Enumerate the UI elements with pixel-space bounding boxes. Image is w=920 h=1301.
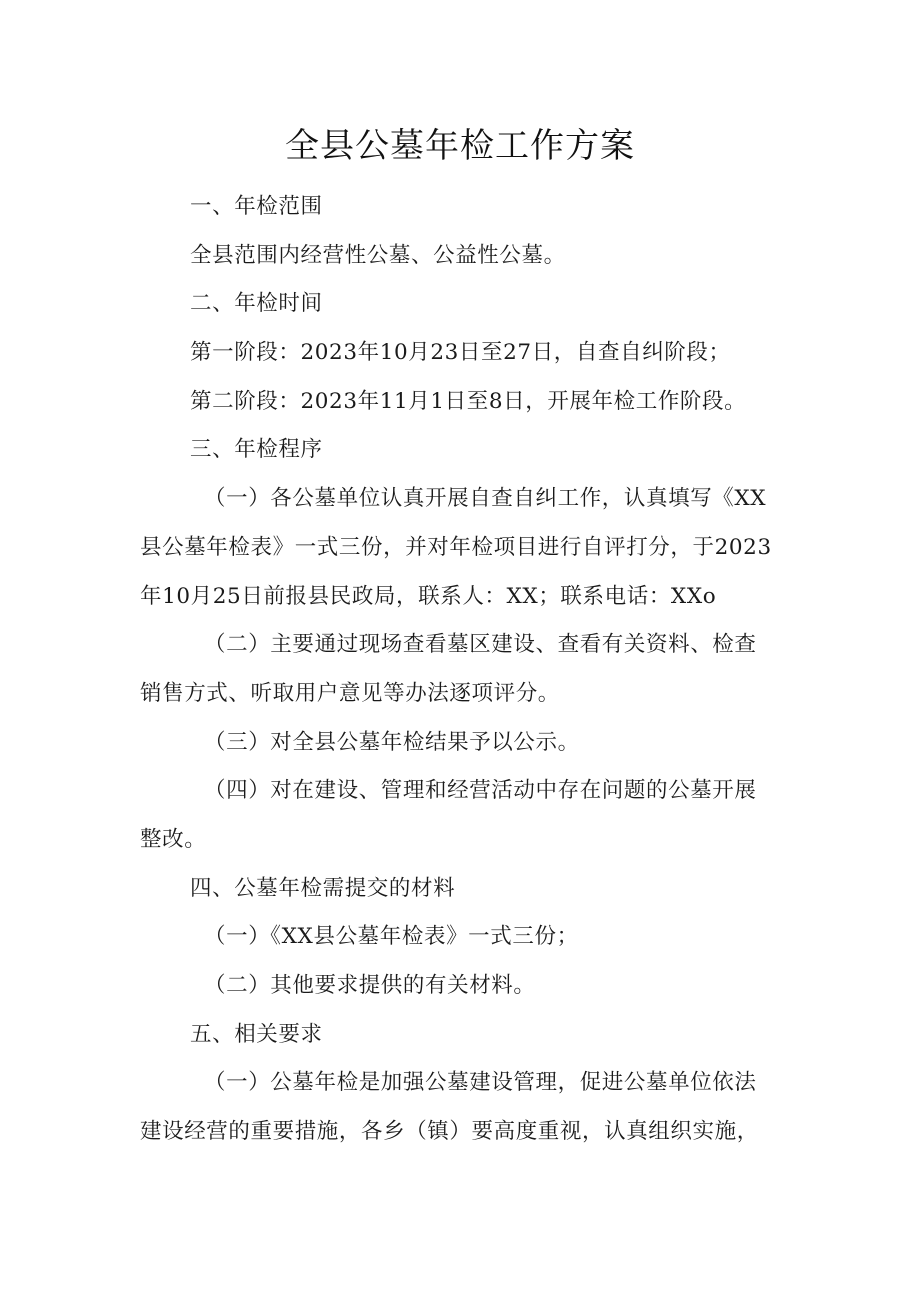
section-heading-procedure: 三、年检程序 — [190, 437, 323, 463]
document-body — [140, 183, 790, 1157]
paragraph-line: 建设经营的重要措施，各乡（镇）要高度重视，认真组织实施， — [140, 1119, 759, 1145]
paragraph-line: （四）对在建设、管理和经营活动中存在问题的公墓开展 — [204, 778, 757, 804]
paragraph-line: 第一阶段：2023年10月23日至27日，自查自纠阶段； — [190, 340, 731, 366]
paragraph-line: 年10月25日前报县民政局，联系人：XX；联系电话：XXo — [140, 583, 717, 609]
paragraph-line: 第二阶段：2023年11月1日至8日，开展年检工作阶段。 — [190, 388, 747, 414]
section-heading-scope: 一、年检范围 — [190, 194, 323, 219]
paragraph-line: （二）主要通过现场查看墓区建设、查看有关资料、检查 — [204, 632, 757, 658]
paragraph-line: 整改。 — [140, 826, 207, 852]
document-title: 全县公墓年检工作方案 — [285, 126, 635, 166]
section-heading-time: 二、年检时间 — [190, 291, 323, 317]
paragraph-line: （一）《XX县公墓年检表》一式三份； — [204, 924, 579, 950]
paragraph-line: 县公墓年检表》一式三份，并对年检项目进行自评打分，于2023 — [140, 534, 772, 560]
paragraph-line: 全县范围内经营性公墓、公益性公墓。 — [190, 242, 566, 268]
paragraph-line: 销售方式、听取用户意见等办法逐项评分。 — [140, 680, 560, 706]
paragraph-line: （三）对全县公墓年检结果予以公示。 — [204, 729, 580, 755]
section-heading-materials: 四、公墓年检需提交的材料 — [190, 875, 456, 901]
section-heading-requirements: 五、相关要求 — [190, 1021, 323, 1047]
paragraph-line: （二）其他要求提供的有关材料。 — [204, 973, 536, 998]
paragraph-line: （一）各公墓单位认真开展自查自纠工作，认真填写《XX — [204, 486, 767, 512]
paragraph-line: （一）公墓年检是加强公墓建设管理，促进公墓单位依法 — [204, 1070, 757, 1096]
